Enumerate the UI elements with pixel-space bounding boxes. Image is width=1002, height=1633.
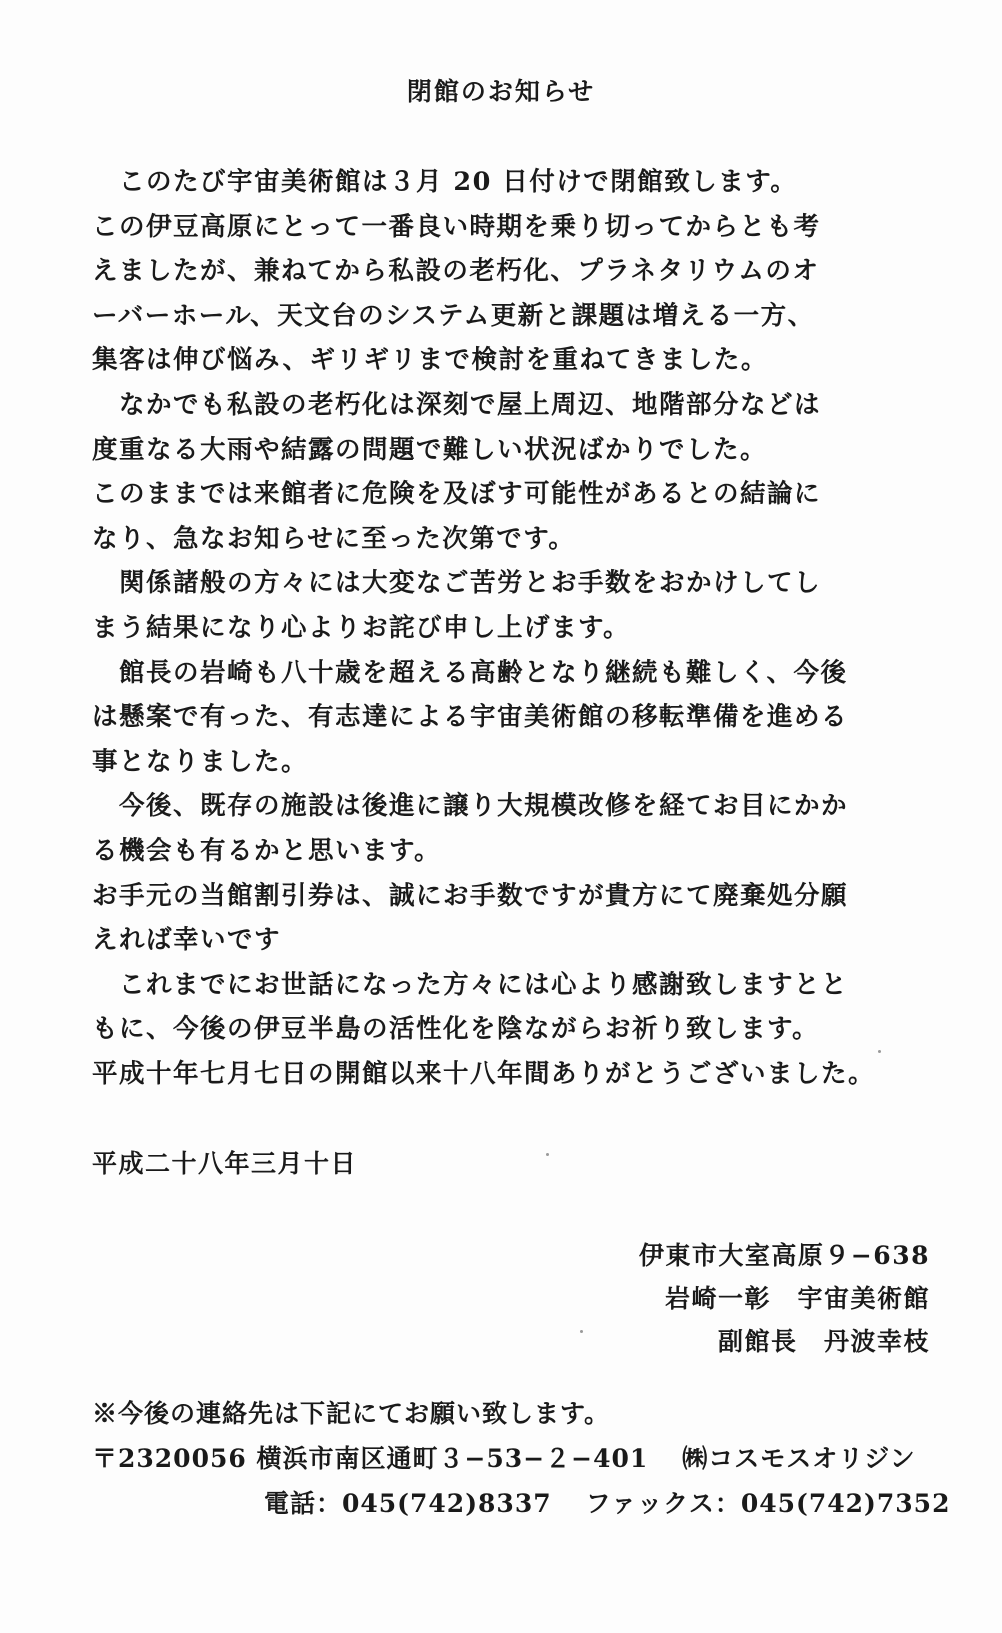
body-line: 度重なる大雨や結露の問題で難しい状況ばかりでした。 — [92, 434, 768, 465]
body-line: まう結果になり心よりお詫び申し上げます。 — [92, 612, 630, 643]
body-line: このたび宇宙美術館は３月 20 日付けで閉館致します。 — [119, 167, 798, 197]
body-line: えれば幸いです — [92, 925, 282, 956]
paper-speck — [580, 1330, 583, 1333]
body-line: 館長の岩崎も八十歳を超える高齢となり継続も難しく、今後 — [119, 657, 848, 688]
sender-organization: 岩崎一彰 宇宙美術館 — [664, 1284, 930, 1313]
contact-phone-line — [92, 1481, 951, 1526]
body-line: 集客は伸び悩み、ギリギリまで検討を重ねてきました。 — [92, 345, 768, 376]
body-line: なり、急なお知らせに至った次第です。 — [92, 523, 576, 554]
contact-note: ※今後の連絡先は下記にてお願い致します。 — [92, 1399, 611, 1428]
body-line: 事となりました。 — [92, 746, 309, 777]
body-line: ーバーホール、天文台のシステム更新と課題は増える一方、 — [92, 300, 815, 331]
body-line: なかでも私設の老朽化は深刻で屋上周辺、地階部分などは — [119, 389, 822, 420]
body-line: えましたが、兼ねてから私設の老朽化、プラネタリウムのオ — [92, 256, 820, 287]
body-line: 関係諸般の方々には大変なご苦労とお手数をおかけしてし — [119, 568, 822, 599]
body-line: 今後、既存の施設は後進に譲り大規模改修を経てお目にかか — [119, 791, 849, 822]
paper-speck — [878, 1050, 881, 1053]
postal-address: 〒2320056 横浜市南区通町３−53−２−401 — [92, 1444, 649, 1473]
body-line: お手元の当館割引券は、誠にお手数ですが貴方にて廃棄処分願 — [92, 880, 849, 911]
company-name: ㈱コスモスオリジン — [682, 1444, 916, 1473]
body-line: このままでは来館者に危険を及ぼす可能性があるとの結論に — [92, 479, 822, 510]
fax-number: ファックス：045(742)7352 — [585, 1489, 951, 1518]
sender-block — [639, 1234, 930, 1363]
paper-speck — [546, 1153, 549, 1156]
body-line: これまでにお世話になった方々には心より感謝致しますとと — [119, 969, 849, 1000]
body-line: は懸案で有った、有志達による宇宙美術館の移転準備を進める — [92, 702, 849, 733]
sender-address: 伊東市大室高原９−638 — [638, 1241, 930, 1270]
body-line: 平成十年七月七日の開館以来十八年間ありがとうございました。 — [92, 1058, 876, 1089]
sender-signatory: 副館長 丹波幸枝 — [717, 1327, 930, 1356]
body-line: る機会も有るかと思います。 — [92, 835, 441, 866]
body-line: この伊豆高原にとって一番良い時期を乗り切ってからとも考 — [92, 211, 821, 242]
body-line: もに、今後の伊豆半島の活性化を陰ながらお祈り致します。 — [92, 1014, 819, 1045]
notice-title: 閉館のお知らせ — [406, 77, 596, 106]
contact-address-line — [92, 1436, 942, 1481]
contact-block — [92, 1391, 951, 1526]
notice-date: 平成二十八年三月十日 — [92, 1149, 358, 1178]
phone-number: 電話：045(742)8337 — [264, 1489, 552, 1518]
notice-body — [92, 160, 932, 1096]
